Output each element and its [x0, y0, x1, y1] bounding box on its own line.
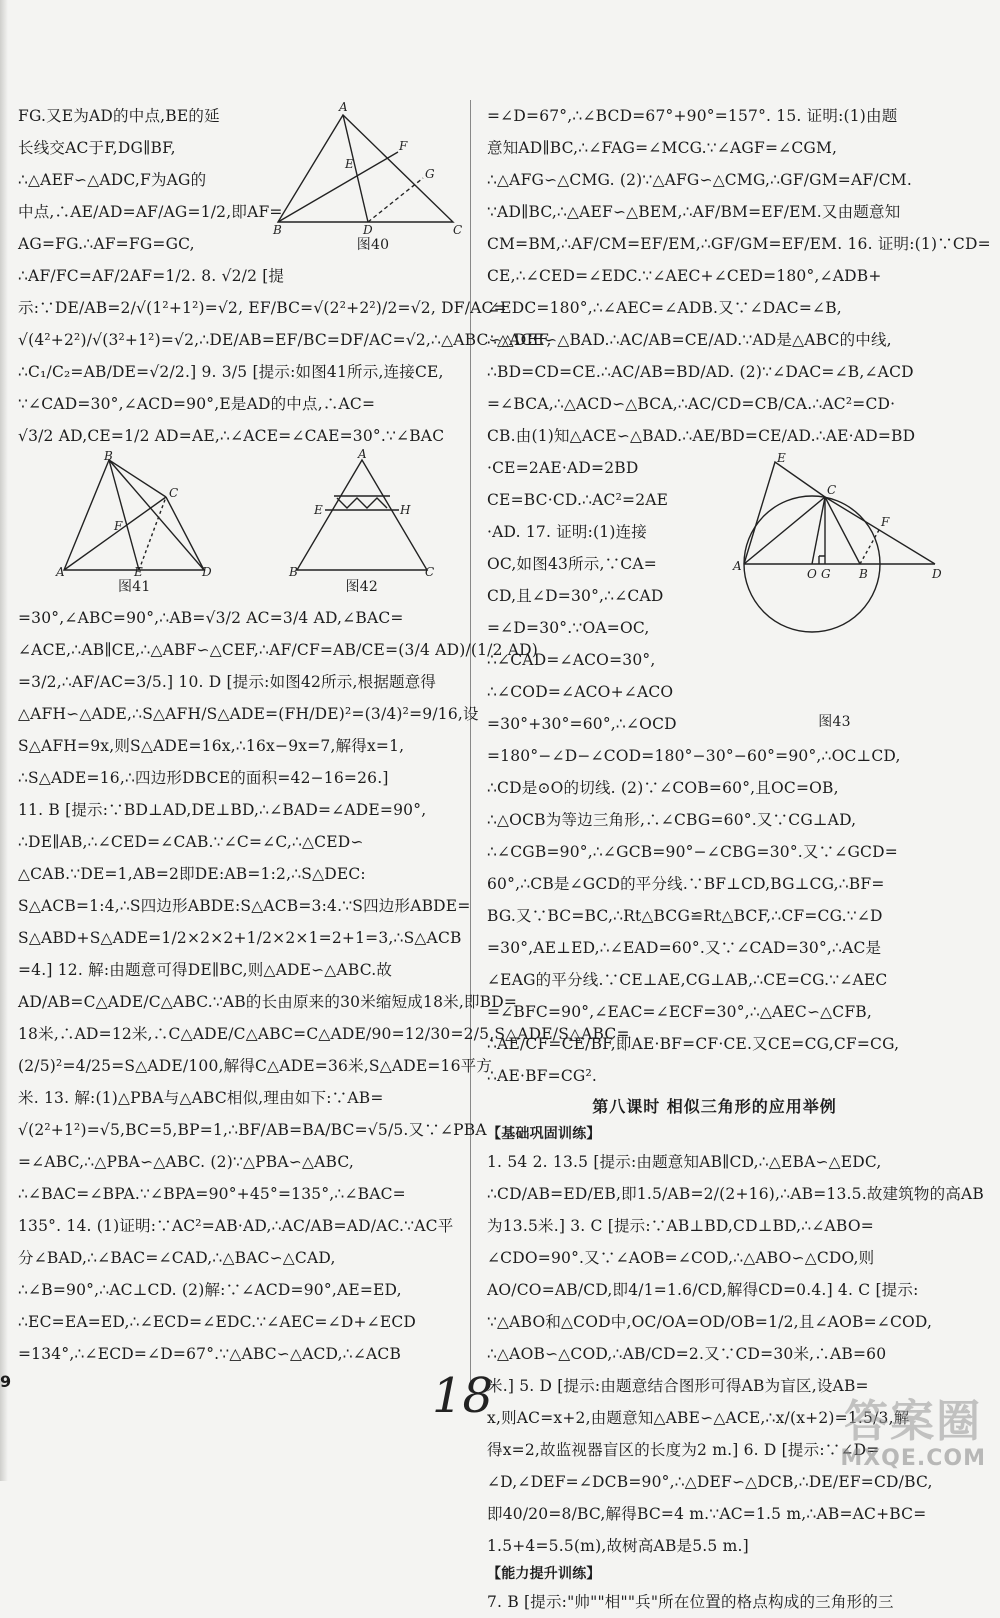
text-line: ∴△ACE∽△BAD.∴AC/AB=CE/AD.∵AD是△ABC的中线,	[487, 331, 892, 349]
svg-text:H: H	[399, 503, 411, 517]
text-line: ∴AF/FC=AF/2AF=1/2. 8. √2/2 [提	[18, 267, 285, 285]
text-line: CB.由(1)知△ACE∽△BAD.∴AE/BD=CE/AD.∴AE·AD=BD	[487, 427, 916, 445]
svg-text:A: A	[733, 559, 742, 573]
text-line: 60°,∴CB是∠GCD的平分线.∵BF⊥CD,BG⊥CG,∴BF=	[487, 875, 885, 893]
svg-text:E: E	[313, 503, 323, 517]
figure-42	[287, 447, 437, 602]
figure-40-diagram	[273, 100, 473, 235]
text-line: BG.又∵BC=BC,∴Rt△BCG≌Rt△BCF,∴CF=CG.∵∠D	[487, 907, 883, 925]
text-line: 意知AD∥BC,∴∠FAG=∠MCG.∵∠AGF=∠CGM,	[487, 139, 838, 157]
text-line: =3/2,∴AF/AC=3/5.] 10. D [提示:如图42所示,根据题意得	[18, 673, 437, 691]
text-line: ∴AE/CF=CE/BF,即AE·BF=CF·CE.又CE=CG,CF=CG,	[487, 1035, 900, 1053]
svg-text:F: F	[114, 519, 123, 533]
text-line: ∴CD/AB=ED/EB,即1.5/AB=2/(2+16),∴AB=13.5.故建筑物的高AB	[487, 1185, 985, 1203]
svg-text:F: F	[881, 515, 890, 529]
text-line: 中点,∴AE/AD=AF/AG=1/2,即AF=	[18, 203, 283, 221]
text-line: ∴△AOB∽△COD,∴AB/CD=2.又∵CD=30米,∴AB=60	[487, 1345, 887, 1363]
text-line: ∴∠B=90°,∴AC⊥CD. (2)解:∵∠ACD=90°,AE=ED,	[18, 1281, 402, 1299]
text-line: 18米,∴AD=12米,∴C△ADE/C△ABC=C△ADE/90=12/30=2/5,S△ADE/S△ABC=	[18, 1025, 630, 1043]
watermark-url: MXQE.COM	[840, 1446, 986, 1471]
right-bottom-text	[487, 740, 942, 1092]
text-line: ∴S△ADE=16,∴四边形DBCE的面积=42−16=26.]	[18, 769, 389, 787]
text-line: ∴∠CGB=90°,∴∠GCB=90°−∠CBG=30°.又∵∠GCD=	[487, 843, 898, 861]
text-line: 示:∵DE/AB=2/√(1²+1²)=√2, EF/BC=√(2²+2²)/2=√2, DF/AC=	[18, 299, 507, 317]
text-line: =∠BFC=90°,∠EAC=∠ECF=30°,∴△AEC∽△CFB,	[487, 1003, 873, 1021]
text-line: =30°,AE⊥ED,∴∠EAD=60°.又∵∠CAD=30°,∴AC是	[487, 939, 882, 957]
text-line: ∠ACE,∴AB∥CE,∴△ABF∽△CEF,∴AF/CF=AB/CE=(3/4 AD)/(1/2 AD)	[18, 641, 539, 659]
text-line: FG.又E为AD的中点,BE的延	[18, 107, 220, 125]
svg-text:A: A	[56, 565, 66, 579]
figure-43-caption: 图43	[818, 714, 851, 730]
text-line: S△ABD+S△ADE=1/2×2×2+1/2×2×1=2+1=3,∴S△ACB	[18, 929, 462, 947]
svg-text:C: C	[453, 223, 463, 237]
text-line: ∴EC=EA=ED,∴∠ECD=∠EDC.∵∠AEC=∠D+∠ECD	[18, 1313, 417, 1331]
text-line: ·AD. 17. 证明:(1)连接	[487, 523, 648, 541]
page-number: 9	[0, 1372, 12, 1391]
text-line: √3/2 AD,CE=1/2 AD=AE,∴∠ACE=∠CAE=30°.∵∠BAC	[18, 427, 445, 445]
watermark-logo	[840, 1398, 986, 1471]
svg-text:C: C	[169, 486, 179, 500]
text-line: ∴∠COD=∠ACO+∠ACO	[487, 683, 674, 701]
text-line: CD,且∠D=30°,∴∠CAD	[487, 587, 664, 605]
text-line: ∠CDO=90°.又∵∠AOB=∠COD,∴△ABO∽△CDO,则	[487, 1249, 875, 1267]
svg-text:A: A	[339, 100, 348, 114]
text-line: ∴DE∥AB,∴∠CED=∠CAB.∵∠C=∠C,∴△CED∽	[18, 833, 364, 851]
text-line: 1.5+4=5.5(m),故树高AB是5.5 m.]	[487, 1537, 749, 1555]
text-line: =∠D=67°,∴∠BCD=67°+90°=157°. 15. 证明:(1)由题	[487, 107, 898, 125]
text-line: ∵△ABO和△COD中,OC/OA=OD/OB=1/2,且∠AOB=∠COD,	[487, 1313, 933, 1331]
basic-training-tag: 【基础巩固训练】	[487, 1126, 601, 1142]
text-line: =∠ABC,∴△PBA∽△ABC. (2)∵△PBA∽△ABC,	[18, 1153, 354, 1171]
text-line: √(2²+1²)=√5,BC=5,BP=1,∴BF/AB=BA/BC=√5/5.又∵∠PBA	[18, 1121, 487, 1139]
svg-text:B: B	[288, 565, 298, 579]
svg-text:G: G	[425, 167, 435, 181]
text-line: ∴△AEF∽△ADC,F为AG的	[18, 171, 207, 189]
svg-text:D: D	[363, 223, 373, 237]
text-line: S△AFH=9x,则S△ADE=16x,∴16x−9x=7,解得x=1,	[18, 737, 405, 755]
text-line: 得x=2,故监视器盲区的长度为2 m.] 6. D [提示:∵∠D=	[487, 1441, 880, 1459]
svg-text:E: E	[777, 451, 786, 465]
svg-text:D: D	[202, 565, 213, 579]
text-line: =180°−∠D−∠COD=180°−30°−60°=90°,∴OC⊥CD,	[487, 747, 901, 765]
section-title: 第八课时 相似三角形的应用举例	[592, 1097, 837, 1116]
text-line: 即40/20=8/BC,解得BC=4 m.∵AC=1.5 m,∴AB=AC+BC=	[487, 1505, 927, 1523]
text-line: 米. 13. 解:(1)△PBA与△ABC相似,理由如下:∵AB=	[18, 1089, 384, 1107]
text-line: ∵∠CAD=30°,∠ACD=90°,E是AD的中点,∴AC=	[18, 395, 376, 413]
text-line: CM=BM,∴AF/CM=EF/EM,∴GF/GM=EF/EM. 16. 证明:(1)∵CD=	[487, 235, 991, 253]
text-line: 长线交AC于F,DG∥BF,	[18, 139, 176, 157]
text-line: 135°. 14. (1)证明:∵AC²=AB·AD,∴AC/AB=AD/AC.∵AC平	[18, 1217, 454, 1235]
text-line: ∴△OCB为等边三角形,∴∠CBG=60°.又∵CG⊥AD,	[487, 811, 857, 829]
figure-43	[727, 452, 942, 732]
svg-text:O: O	[807, 567, 818, 581]
figure-42-diagram	[287, 447, 437, 579]
text-line: ∴BD=CD=CE.∴AC/AB=BD/AD. (2)∵∠DAC=∠B,∠ACD	[487, 363, 914, 381]
text-line: ∴CD是⊙O的切线. (2)∵∠COB=60°,且OC=OB,	[487, 779, 839, 797]
watermark-title: 答案圈	[844, 1396, 983, 1447]
text-line: △AFH∽△ADE,∴S△AFH/S△ADE=(FH/DE)²=(3/4)²=9/16,设	[18, 705, 479, 723]
text-line: ∴∠BAC=∠BPA.∵∠BPA=90°+45°=135°,∴∠BAC=	[18, 1185, 406, 1203]
svg-text:B: B	[104, 449, 114, 463]
svg-text:G: G	[821, 567, 831, 581]
text-line: CE=BC·CD.∴AC²=2AE	[487, 491, 669, 509]
text-line: (2/5)²=4/25=S△ADE/100,解得C△ADE=36米,S△ADE=16平方	[18, 1057, 493, 1075]
figure-42-caption: 图42	[345, 579, 378, 595]
text-line: 11. B [提示:∵BD⊥AD,DE⊥BD,∴∠BAD=∠ADE=90°,	[18, 801, 427, 819]
text-line: CE,∴∠CED=∠EDC.∵∠AEC+∠CED=180°,∠ADB+	[487, 267, 882, 285]
text-line: ∴AE·BF=CG².	[487, 1067, 598, 1085]
figure-41-caption: 图41	[118, 579, 151, 595]
text-line: ·CE=2AE·AD=2BD	[487, 459, 639, 477]
text-line: 米.] 5. D [提示:由题意结合图形可得AB为盲区,设AB=	[487, 1377, 869, 1395]
text-line: S△ACB=1:4,∴S四边形ABDE:S△ACB=3:4.∵S四边形ABDE=	[18, 897, 471, 915]
text-line: ∠D,∠DEF=∠DCB=90°,∴△DEF∽△DCB,∴DE/EF=CD/BC,	[487, 1473, 933, 1491]
text-line: △CAB.∵DE=1,AB=2即DE:AB=1:2,∴S△DEC:	[18, 865, 366, 883]
scan-edge	[0, 0, 8, 1481]
text-line: AD/AB=C△ADE/C△ABC.∵AB的长由原来的30米缩短成18米,即BD=	[18, 993, 518, 1011]
svg-text:B: B	[859, 567, 869, 581]
basic-training-text	[487, 1146, 985, 1562]
figure-41-diagram	[54, 449, 214, 579]
right-top-text	[487, 100, 991, 452]
figure-41	[54, 449, 214, 602]
svg-text:D: D	[932, 567, 942, 581]
svg-text:E: E	[134, 565, 144, 579]
text-line: ∠EAG的平分线.∵CE⊥AE,CG⊥AB,∴CE=CG.∵∠AEC	[487, 971, 888, 989]
text-line: ∴∠CAD=∠ACO=30°,	[487, 651, 656, 669]
text-line: AO/CO=AB/CD,即4/1=1.6/CD,解得CD=0.4.] 4. C [提示:	[487, 1281, 919, 1299]
figure-43-diagram	[727, 452, 942, 712]
text-line: ∠EDC=180°,∴∠AEC=∠ADB.又∵∠DAC=∠B,	[487, 299, 842, 317]
advanced-training-tag: 【能力提升训练】	[487, 1566, 601, 1582]
text-line: 为13.5米.] 3. C [提示:∵AB⊥BD,CD⊥BD,∴∠ABO=	[487, 1217, 874, 1235]
text-line: ∴△AFG∽△CMG. (2)∵△AFG∽△CMG,∴GF/GM=AF/CM.	[487, 171, 912, 189]
text-line: ∴C₁/C₂=AB/DE=√2/2.] 9. 3/5 [提示:如图41所示,连接CE,	[18, 363, 444, 381]
figure-40	[273, 100, 473, 255]
advanced-training-text	[487, 1586, 942, 1618]
text-line: =4.] 12. 解:由题意可得DE∥BC,则△ADE∽△ABC.故	[18, 961, 393, 979]
figure-row-41-42	[18, 447, 473, 602]
figure-40-caption: 图40	[356, 237, 390, 253]
text-line: 7. B [提示:"帅""相""兵"所在位置的格点构成的三角形的三	[487, 1593, 894, 1611]
svg-text:C: C	[424, 565, 435, 579]
text-line: =134°,∴∠ECD=∠D=67°.∵△ABC∽△ACD,∴∠ACB	[18, 1345, 402, 1363]
text-line: =30°,∠ABC=90°,∴AB=√3/2 AC=3/4 AD,∠BAC=	[18, 609, 404, 627]
text-line: AG=FG.∴AF=FG=GC,	[18, 235, 195, 253]
text-line: OC,如图43所示,∵CA=	[487, 555, 657, 573]
svg-text:B: B	[273, 223, 283, 237]
svg-text:C: C	[827, 483, 837, 497]
text-line: x,则AC=x+2,由题意知△ABE∽△ACE,∴x/(x+2)=1.5/3,解	[487, 1409, 910, 1427]
text-line: =30°+30°=60°,∴∠OCD	[487, 715, 677, 733]
text-line: =∠BCA,∴△ACD∽△BCA,∴AC/CD=CB/CA.∴AC²=CD·	[487, 395, 896, 413]
text-line: =∠D=30°.∵OA=OC,	[487, 619, 650, 637]
svg-text:F: F	[399, 139, 408, 153]
svg-text:E: E	[345, 157, 354, 171]
text-line: ∵AD∥BC,∴△AEF∽△BEM,∴AF/BM=EF/EM.又由题意知	[487, 203, 901, 221]
text-line: √(4²+2²)/√(3²+1²)=√2,∴DE/AB=EF/BC=DF/AC=√2,∴△ABC∽△DEF,	[18, 331, 552, 349]
text-line: 1. 54 2. 13.5 [提示:由题意知AB∥CD,∴△EBA∽△EDC,	[487, 1153, 882, 1171]
svg-text:A: A	[357, 447, 367, 461]
handwritten-number: 18	[432, 1368, 494, 1424]
text-line: 分∠BAD,∴∠BAC=∠CAD,∴△BAC∽△CAD,	[18, 1249, 336, 1267]
